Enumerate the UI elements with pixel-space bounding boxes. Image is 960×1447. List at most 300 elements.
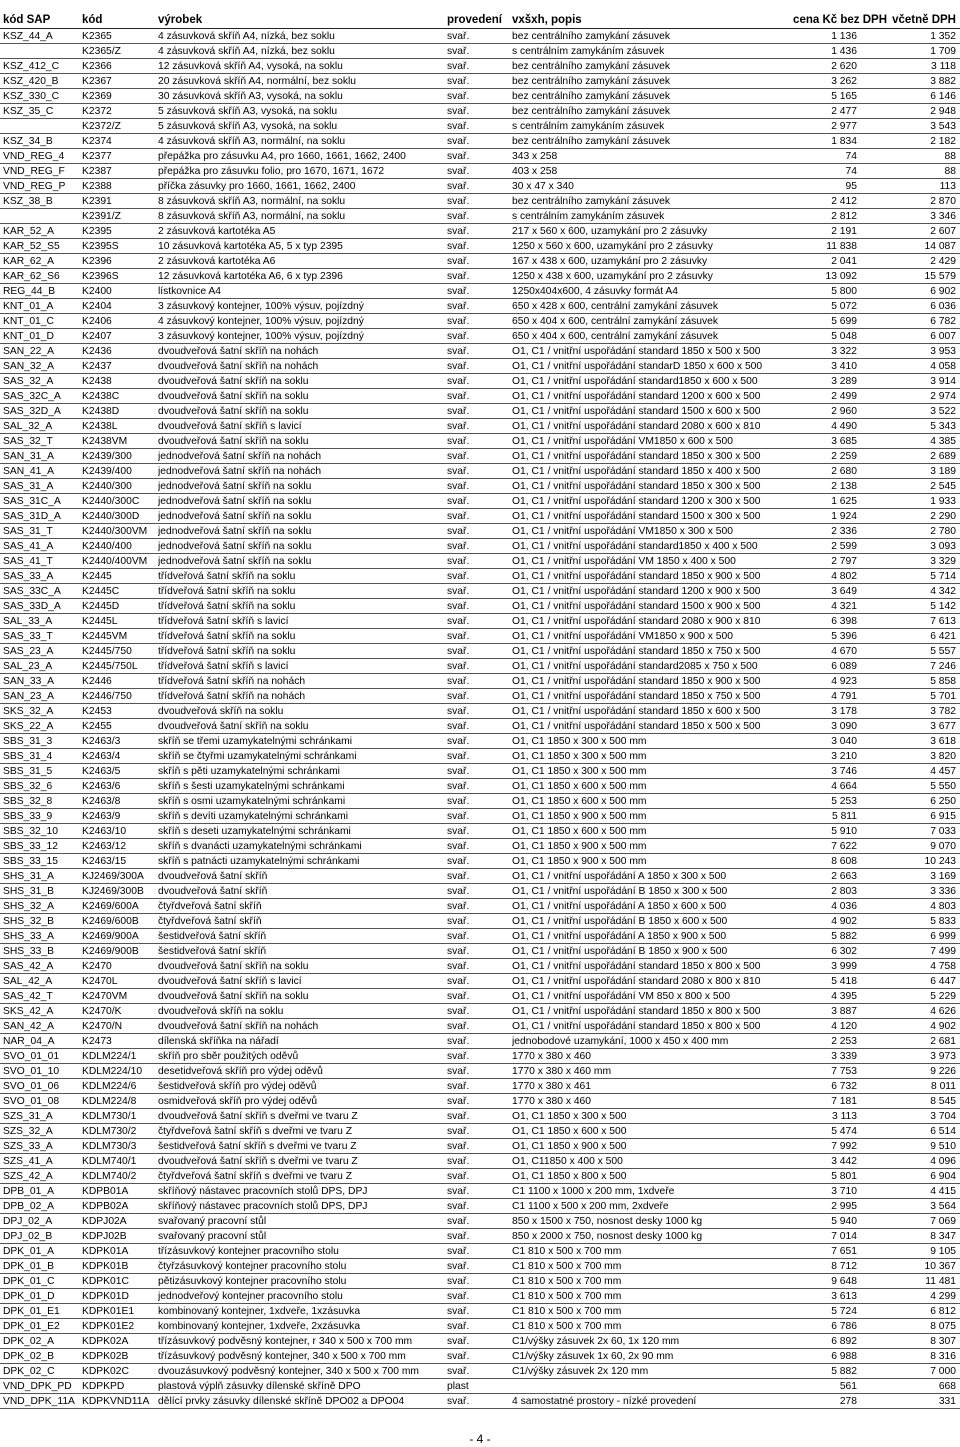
cell-finish: svař. xyxy=(447,781,470,792)
cell-price-inc-vat: 5 714 xyxy=(930,571,956,582)
cell-sap-code: KSZ_34_B xyxy=(3,136,53,147)
cell-product-name: 4 zásuvková skříň A3, normální, na soklu xyxy=(158,136,346,147)
cell-finish: svař. xyxy=(447,496,470,507)
cell-finish: svař. xyxy=(447,271,470,282)
cell-price-ex-vat: 5 474 xyxy=(831,1126,857,1137)
cell-sap-code: SBS_31_3 xyxy=(3,736,53,747)
cell-price-inc-vat: 7 033 xyxy=(930,826,956,837)
cell-finish: svař. xyxy=(447,436,470,447)
cell-product-code: K2453 xyxy=(82,706,112,717)
table-row xyxy=(0,674,960,689)
cell-description: C1 810 x 500 x 700 mm xyxy=(512,1321,622,1332)
cell-sap-code: DPK_02_A xyxy=(3,1336,54,1347)
cell-product-name: jednodveřová šatní skříň na soklu xyxy=(158,541,312,552)
cell-sap-code: DPK_01_D xyxy=(3,1291,55,1302)
cell-price-inc-vat: 14 087 xyxy=(924,241,956,252)
cell-product-code: K2463/9 xyxy=(82,811,121,822)
cell-price-inc-vat: 3 882 xyxy=(930,76,956,87)
cell-product-code: K2445/750L xyxy=(82,661,138,672)
cell-product-name: dvoudveřová skříň na soklu xyxy=(158,706,284,717)
cell-sap-code: DPK_01_C xyxy=(3,1276,55,1287)
cell-price-ex-vat: 2 477 xyxy=(831,106,857,117)
table-row xyxy=(0,629,960,644)
cell-product-code: K2395S xyxy=(82,241,119,252)
cell-price-inc-vat: 4 457 xyxy=(930,766,956,777)
cell-product-name: třídveřová šatní skříň na soklu xyxy=(158,586,296,597)
cell-product-name: svařovaný pracovní stůl xyxy=(158,1231,267,1242)
cell-price-inc-vat: 4 902 xyxy=(930,1021,956,1032)
cell-price-ex-vat: 278 xyxy=(839,1396,857,1407)
cell-product-name: dvouzásuvkový podvěsný kontejner, 340 x 500 x 700 mm xyxy=(158,1366,420,1377)
cell-price-inc-vat: 3 522 xyxy=(930,406,956,417)
cell-price-ex-vat: 3 090 xyxy=(831,721,857,732)
cell-description: O1, C1 1850 x 300 x 500 mm xyxy=(512,751,647,762)
cell-finish: svař. xyxy=(447,346,470,357)
table-row xyxy=(0,419,960,434)
cell-description: bez centrálního zamykání zásuvek xyxy=(512,91,670,102)
cell-finish: svař. xyxy=(447,616,470,627)
cell-product-code: K2395 xyxy=(82,226,112,237)
cell-price-inc-vat: 3 543 xyxy=(930,121,956,132)
cell-description: 1770 x 380 x 460 xyxy=(512,1051,592,1062)
cell-price-ex-vat: 6 892 xyxy=(831,1336,857,1347)
cell-finish: svař. xyxy=(447,766,470,777)
cell-price-ex-vat: 2 336 xyxy=(831,526,857,537)
cell-sap-code: SAN_42_A xyxy=(3,1021,54,1032)
cell-price-ex-vat: 3 410 xyxy=(831,361,857,372)
cell-price-inc-vat: 2 948 xyxy=(930,106,956,117)
cell-description: C1 1100 x 500 x 200 mm, 2xdveře xyxy=(512,1201,669,1212)
cell-product-code: K2463/8 xyxy=(82,796,121,807)
cell-product-code: K2463/4 xyxy=(82,751,121,762)
cell-product-code: K2445 xyxy=(82,571,112,582)
cell-sap-code: SBS_31_4 xyxy=(3,751,53,762)
cell-sap-code: SBS_31_5 xyxy=(3,766,53,777)
cell-price-ex-vat: 6 732 xyxy=(831,1081,857,1092)
cell-finish: svař. xyxy=(447,961,470,972)
table-row xyxy=(0,959,960,974)
cell-product-name: 4 zásuvkový kontejner, 100% výsuv, pojízdný xyxy=(158,316,364,327)
cell-description: O1, C1 / vnitřní uspořádání standard2085 x 750 x 500 xyxy=(512,661,758,672)
table-row xyxy=(0,1349,960,1364)
cell-product-code: KDLM740/1 xyxy=(82,1156,137,1167)
cell-description: jednobodové uzamykání, 1000 x 450 x 400 mm xyxy=(512,1036,729,1047)
cell-price-inc-vat: 4 803 xyxy=(930,901,956,912)
cell-product-code: K2372/Z xyxy=(82,121,121,132)
cell-product-code: K2440/300C xyxy=(82,496,140,507)
table-row xyxy=(0,869,960,884)
cell-sap-code: SAS_41_A xyxy=(3,541,54,552)
cell-product-code: KDLM224/8 xyxy=(82,1096,137,1107)
cell-price-inc-vat: 8 347 xyxy=(930,1231,956,1242)
table-row xyxy=(0,1199,960,1214)
cell-sap-code: SBS_33_15 xyxy=(3,856,58,867)
cell-sap-code: SAN_31_A xyxy=(3,451,54,462)
cell-finish: svař. xyxy=(447,1216,470,1227)
cell-product-name: třídveřová šatní skříň na nohách xyxy=(158,691,306,702)
cell-description: O1, C1 / vnitřní uspořádání B 1850 x 600 x 500 xyxy=(512,916,728,927)
cell-description: O1, C1 1850 x 600 x 500 xyxy=(512,1126,627,1137)
cell-description: s centrálním zamykáním zásuvek xyxy=(512,211,665,222)
cell-sap-code: KSZ_35_C xyxy=(3,106,54,117)
cell-sap-code: SAL_32_A xyxy=(3,421,53,432)
table-row xyxy=(0,599,960,614)
table-row xyxy=(0,1169,960,1184)
cell-description: O1, C1 1850 x 600 x 500 mm xyxy=(512,826,647,837)
table-row xyxy=(0,974,960,989)
cell-finish: svař. xyxy=(447,181,470,192)
cell-product-name: dvoudveřová šatní skříň na nohách xyxy=(158,361,319,372)
cell-price-inc-vat: 1 933 xyxy=(930,496,956,507)
cell-description: O1, C1 1850 x 300 x 500 xyxy=(512,1111,627,1122)
cell-price-ex-vat: 5 253 xyxy=(831,796,857,807)
cell-product-code: KDPK01B xyxy=(82,1261,129,1272)
cell-sap-code: KAR_62_S6 xyxy=(3,271,60,282)
cell-product-name: desetidveřová skříň pro výdej oděvů xyxy=(158,1066,323,1077)
cell-finish: svař. xyxy=(447,241,470,252)
cell-sap-code: KNT_01_A xyxy=(3,301,54,312)
cell-price-ex-vat: 4 120 xyxy=(831,1021,857,1032)
cell-description: O1, C1 / vnitřní uspořádání standard 1850 x 800 x 500 xyxy=(512,1021,761,1032)
cell-product-code: K2440/400VM xyxy=(82,556,148,567)
cell-finish: svař. xyxy=(447,151,470,162)
cell-price-inc-vat: 668 xyxy=(938,1381,956,1392)
table-row xyxy=(0,134,960,149)
cell-product-name: skříň pro sběr použitých oděvů xyxy=(158,1051,299,1062)
cell-finish: svař. xyxy=(447,691,470,702)
cell-description: O1, C1 / vnitřní uspořádání VM 1850 x 400 x 500 xyxy=(512,556,736,567)
cell-price-inc-vat: 7 000 xyxy=(930,1366,956,1377)
cell-product-code: K2463/12 xyxy=(82,841,127,852)
table-row xyxy=(0,1394,960,1409)
cell-product-code: KDPK02A xyxy=(82,1336,129,1347)
cell-product-code: K2396 xyxy=(82,256,112,267)
cell-sap-code: DPB_01_A xyxy=(3,1186,54,1197)
cell-sap-code: SAS_33_T xyxy=(3,631,53,642)
cell-product-name: skříňový nástavec pracovních stolů DPS, DPJ xyxy=(158,1201,368,1212)
cell-product-name: skříň s dvanácti uzamykatelnými schránkami xyxy=(158,841,362,852)
cell-description: O1, C1 / vnitřní uspořádání standard 1850 x 750 x 500 xyxy=(512,691,761,702)
cell-price-ex-vat: 4 670 xyxy=(831,646,857,657)
table-row xyxy=(0,794,960,809)
cell-finish: svař. xyxy=(447,751,470,762)
cell-description: O1, C1 / vnitřní uspořádání standard 1500 x 300 x 500 xyxy=(512,511,761,522)
cell-price-ex-vat: 4 923 xyxy=(831,676,857,687)
cell-sap-code: SAS_31D_A xyxy=(3,511,61,522)
cell-sap-code: DPK_01_E2 xyxy=(3,1321,60,1332)
cell-product-name: dvoudveřová šatní skříň na nohách xyxy=(158,346,319,357)
cell-product-name: skříň se třemi uzamykatelnými schránkami xyxy=(158,736,352,747)
cell-price-inc-vat: 4 385 xyxy=(930,436,956,447)
cell-finish: svař. xyxy=(447,1081,470,1092)
cell-product-code: KDPJ02A xyxy=(82,1216,127,1227)
cell-price-ex-vat: 74 xyxy=(845,151,857,162)
cell-finish: svař. xyxy=(447,1306,470,1317)
cell-sap-code: KSZ_420_B xyxy=(3,76,59,87)
cell-product-code: K2469/600B xyxy=(82,916,139,927)
cell-sap-code: SAS_32_T xyxy=(3,436,53,447)
cell-price-inc-vat: 4 342 xyxy=(930,586,956,597)
cell-sap-code: SZS_33_A xyxy=(3,1141,53,1152)
cell-price-ex-vat: 2 960 xyxy=(831,406,857,417)
cell-sap-code: SZS_41_A xyxy=(3,1156,53,1167)
cell-price-inc-vat: 7 613 xyxy=(930,616,956,627)
cell-description: 403 x 258 xyxy=(512,166,558,177)
table-row xyxy=(0,839,960,854)
cell-sap-code: SAS_31_A xyxy=(3,481,54,492)
cell-finish: svař. xyxy=(447,1366,470,1377)
cell-finish: svař. xyxy=(447,1006,470,1017)
cell-price-inc-vat: 3 564 xyxy=(930,1201,956,1212)
table-row xyxy=(0,59,960,74)
cell-finish: svař. xyxy=(447,1126,470,1137)
table-row xyxy=(0,1229,960,1244)
cell-price-ex-vat: 4 036 xyxy=(831,901,857,912)
cell-product-name: dvoudveřová šatní skříň s dveřmi ve tvaru Z xyxy=(158,1156,358,1167)
cell-price-inc-vat: 3 336 xyxy=(930,886,956,897)
cell-product-name: jednodveřová šatní skříň na soklu xyxy=(158,511,312,522)
cell-description: O1, C1 / vnitřní uspořádání VM1850 x 900 x 500 xyxy=(512,631,733,642)
cell-sap-code: SHS_32_A xyxy=(3,901,54,912)
cell-sap-code: DPK_02_C xyxy=(3,1366,55,1377)
cell-price-ex-vat: 561 xyxy=(839,1381,857,1392)
cell-price-inc-vat: 4 299 xyxy=(930,1291,956,1302)
cell-product-code: K2438 xyxy=(82,376,112,387)
cell-product-name: dvoudveřová šatní skříň s dveřmi ve tvaru Z xyxy=(158,1111,358,1122)
cell-product-code: KDLM730/3 xyxy=(82,1141,137,1152)
cell-sap-code: KSZ_44_A xyxy=(3,31,53,42)
cell-price-ex-vat: 2 797 xyxy=(831,556,857,567)
cell-sap-code: KAR_52_A xyxy=(3,226,54,237)
table-row xyxy=(0,569,960,584)
cell-product-code: KDPK01E1 xyxy=(82,1306,135,1317)
table-row xyxy=(0,509,960,524)
table-row xyxy=(0,1154,960,1169)
cell-product-code: KDPKPD xyxy=(82,1381,125,1392)
table-row xyxy=(0,344,960,359)
table-row xyxy=(0,374,960,389)
cell-price-ex-vat: 95 xyxy=(845,181,857,192)
cell-price-ex-vat: 3 442 xyxy=(831,1156,857,1167)
cell-description: O1, C1 / vnitřní uspořádání standard 1850 x 500 x 500 xyxy=(512,721,761,732)
cell-description: 650 x 404 x 600, centrální zamykání zásuvek xyxy=(512,316,719,327)
cell-product-name: třídveřová šatní skříň na soklu xyxy=(158,601,296,612)
cell-finish: svař. xyxy=(447,211,470,222)
cell-finish: svař. xyxy=(447,226,470,237)
cell-price-ex-vat: 2 253 xyxy=(831,1036,857,1047)
cell-product-name: třízásuvkový kontejner pracovního stolu xyxy=(158,1246,339,1257)
cell-price-inc-vat: 88 xyxy=(944,151,956,162)
cell-product-code: K2400 xyxy=(82,286,112,297)
cell-finish: svař. xyxy=(447,886,470,897)
cell-finish: svař. xyxy=(447,811,470,822)
cell-product-code: KDLM730/1 xyxy=(82,1111,137,1122)
cell-product-name: 20 zásuvková skříň A4, normální, bez soklu xyxy=(158,76,357,87)
cell-price-inc-vat: 6 007 xyxy=(930,331,956,342)
cell-product-code: K2377 xyxy=(82,151,112,162)
cell-price-ex-vat: 3 210 xyxy=(831,751,857,762)
cell-description: bez centrálního zamykání zásuvek xyxy=(512,136,670,147)
table-row xyxy=(0,1109,960,1124)
cell-description: O1, C1 1850 x 900 x 500 mm xyxy=(512,841,647,852)
cell-product-name: 4 zásuvková skříň A4, nízká, bez soklu xyxy=(158,46,335,57)
cell-price-ex-vat: 5 940 xyxy=(831,1216,857,1227)
cell-finish: svař. xyxy=(447,736,470,747)
table-row xyxy=(0,119,960,134)
cell-product-name: dvoudveřová šatní skříň na soklu xyxy=(158,961,309,972)
cell-price-ex-vat: 3 178 xyxy=(831,706,857,717)
cell-price-inc-vat: 2 545 xyxy=(930,481,956,492)
price-table xyxy=(0,29,960,1409)
table-row xyxy=(0,554,960,569)
cell-finish: svař. xyxy=(447,1156,470,1167)
cell-product-code: KDPB02A xyxy=(82,1201,129,1212)
cell-sap-code: NAR_04_A xyxy=(3,1036,55,1047)
table-row xyxy=(0,479,960,494)
cell-finish: svař. xyxy=(447,1171,470,1182)
cell-finish: svař. xyxy=(447,286,470,297)
table-row xyxy=(0,899,960,914)
cell-product-code: K2445L xyxy=(82,616,118,627)
cell-price-inc-vat: 9 070 xyxy=(930,841,956,852)
cell-product-name: 2 zásuvková kartotéka A6 xyxy=(158,256,276,267)
cell-price-ex-vat: 4 902 xyxy=(831,916,857,927)
cell-price-inc-vat: 8 307 xyxy=(930,1336,956,1347)
cell-price-ex-vat: 7 992 xyxy=(831,1141,857,1152)
cell-price-inc-vat: 2 429 xyxy=(930,256,956,267)
cell-finish: svař. xyxy=(447,121,470,132)
cell-price-ex-vat: 3 262 xyxy=(831,76,857,87)
cell-description: O1, C1 / vnitřní uspořádání standard 1200 x 600 x 500 xyxy=(512,391,761,402)
cell-product-code: K2440/300VM xyxy=(82,526,148,537)
cell-finish: svař. xyxy=(447,31,470,42)
cell-product-name: dělící prvky zásuvky dílenské skříně DPO02 a DPO04 xyxy=(158,1396,405,1407)
cell-price-inc-vat: 3 093 xyxy=(930,541,956,552)
cell-price-inc-vat: 3 118 xyxy=(930,61,956,72)
cell-product-name: přepážka pro zásuvku A4, pro 1660, 1661, 1662, 2400 xyxy=(158,151,406,162)
cell-price-ex-vat: 4 664 xyxy=(831,781,857,792)
cell-price-ex-vat: 5 882 xyxy=(831,1366,857,1377)
cell-product-code: K2446/750 xyxy=(82,691,132,702)
cell-description: O1, C1 / vnitřní uspořádání B 1850 x 900 x 500 xyxy=(512,946,728,957)
cell-price-inc-vat: 5 229 xyxy=(930,991,956,1002)
cell-description: 167 x 438 x 600, uzamykání pro 2 zásuvky xyxy=(512,256,708,267)
cell-product-code: K2365 xyxy=(82,31,112,42)
cell-sap-code: SAN_23_A xyxy=(3,691,54,702)
cell-sap-code: SZS_31_A xyxy=(3,1111,53,1122)
cell-description: 1770 x 380 x 460 xyxy=(512,1096,592,1107)
cell-finish: svař. xyxy=(447,841,470,852)
cell-product-name: plastová výplň zásuvky dílenské skříně DPO xyxy=(158,1381,361,1392)
cell-product-name: 3 zásuvkový kontejner, 100% výsuv, pojízdný xyxy=(158,331,364,342)
table-row xyxy=(0,1184,960,1199)
cell-price-inc-vat: 7 069 xyxy=(930,1216,956,1227)
table-row xyxy=(0,614,960,629)
cell-product-code: K2470VM xyxy=(82,991,128,1002)
cell-product-name: čtyřdveřová šatní skříň xyxy=(158,916,262,927)
cell-price-ex-vat: 1 834 xyxy=(831,136,857,147)
table-row xyxy=(0,584,960,599)
cell-description: bez centrálního zamykání zásuvek xyxy=(512,106,670,117)
cell-price-ex-vat: 5 801 xyxy=(831,1171,857,1182)
cell-sap-code: VND_REG_4 xyxy=(3,151,65,162)
table-row xyxy=(0,644,960,659)
table-row xyxy=(0,314,960,329)
cell-finish: svař. xyxy=(447,511,470,522)
cell-finish: svař. xyxy=(447,946,470,957)
cell-finish: svař. xyxy=(447,91,470,102)
cell-sap-code: SVO_01_06 xyxy=(3,1081,60,1092)
cell-product-code: KDLM224/10 xyxy=(82,1066,143,1077)
cell-finish: svař. xyxy=(447,706,470,717)
cell-product-code: K2438C xyxy=(82,391,120,402)
cell-price-ex-vat: 6 988 xyxy=(831,1351,857,1362)
cell-finish: plast xyxy=(447,1381,469,1392)
cell-sap-code: KSZ_330_C xyxy=(3,91,60,102)
cell-finish: svař. xyxy=(447,421,470,432)
cell-finish: svař. xyxy=(447,1231,470,1242)
cell-finish: svař. xyxy=(447,1321,470,1332)
cell-description: C1 810 x 500 x 700 mm xyxy=(512,1291,622,1302)
cell-price-inc-vat: 6 146 xyxy=(930,91,956,102)
cell-sap-code: SKS_32_A xyxy=(3,706,54,717)
cell-price-inc-vat: 2 681 xyxy=(930,1036,956,1047)
cell-description: C1 1100 x 1000 x 200 mm, 1xdveře xyxy=(512,1186,675,1197)
cell-sap-code: SAN_22_A xyxy=(3,346,54,357)
cell-finish: svař. xyxy=(447,1186,470,1197)
cell-description: O1, C1 / vnitřní uspořádání standard 1850 x 900 x 500 xyxy=(512,676,761,687)
cell-price-ex-vat: 5 396 xyxy=(831,631,857,642)
cell-product-code: K2388 xyxy=(82,181,112,192)
cell-price-inc-vat: 3 677 xyxy=(930,721,956,732)
cell-product-name: třídveřová šatní skříň s lavicí xyxy=(158,661,289,672)
cell-price-inc-vat: 5 142 xyxy=(930,601,956,612)
cell-product-code: K2469/900A xyxy=(82,931,139,942)
cell-finish: svař. xyxy=(447,1276,470,1287)
cell-price-ex-vat: 3 649 xyxy=(831,586,857,597)
cell-description: O1, C1 / vnitřní uspořádání standard 1200 x 900 x 500 xyxy=(512,586,761,597)
cell-price-ex-vat: 3 289 xyxy=(831,376,857,387)
header-vcetne-dph: včetně DPH xyxy=(892,14,956,26)
cell-finish: svař. xyxy=(447,46,470,57)
cell-finish: svař. xyxy=(447,871,470,882)
cell-description: 1250 x 560 x 600, uzamykání pro 2 zásuvky xyxy=(512,241,713,252)
cell-price-ex-vat: 3 746 xyxy=(831,766,857,777)
cell-sap-code: SHS_31_A xyxy=(3,871,54,882)
cell-product-name: dvoudveřová šatní skříň xyxy=(158,886,268,897)
cell-description: O1, C1 1850 x 600 x 500 mm xyxy=(512,781,647,792)
cell-price-ex-vat: 2 259 xyxy=(831,451,857,462)
table-row xyxy=(0,449,960,464)
cell-sap-code: KNT_01_C xyxy=(3,316,54,327)
table-row xyxy=(0,1379,960,1394)
cell-description: O1, C1 / vnitřní uspořádání standard 1850 x 900 x 500 xyxy=(512,571,761,582)
cell-product-code: K2366 xyxy=(82,61,112,72)
cell-price-ex-vat: 5 910 xyxy=(831,826,857,837)
cell-product-code: KDLM224/6 xyxy=(82,1081,137,1092)
cell-product-name: třídveřová šatní skříň na soklu xyxy=(158,646,296,657)
cell-price-ex-vat: 2 620 xyxy=(831,61,857,72)
cell-price-inc-vat: 3 704 xyxy=(930,1111,956,1122)
table-row xyxy=(0,209,960,224)
cell-sap-code: VND_DPK_PD xyxy=(3,1381,72,1392)
cell-product-name: skříň s šesti uzamykatelnými schránkami xyxy=(158,781,345,792)
cell-price-inc-vat: 11 481 xyxy=(925,1276,956,1287)
cell-description: O1, C1 1850 x 600 x 500 mm xyxy=(512,796,647,807)
cell-description: 217 x 560 x 600, uzamykání pro 2 zásuvky xyxy=(512,226,708,237)
cell-price-ex-vat: 2 191 xyxy=(831,226,857,237)
cell-product-code: K2463/15 xyxy=(82,856,127,867)
